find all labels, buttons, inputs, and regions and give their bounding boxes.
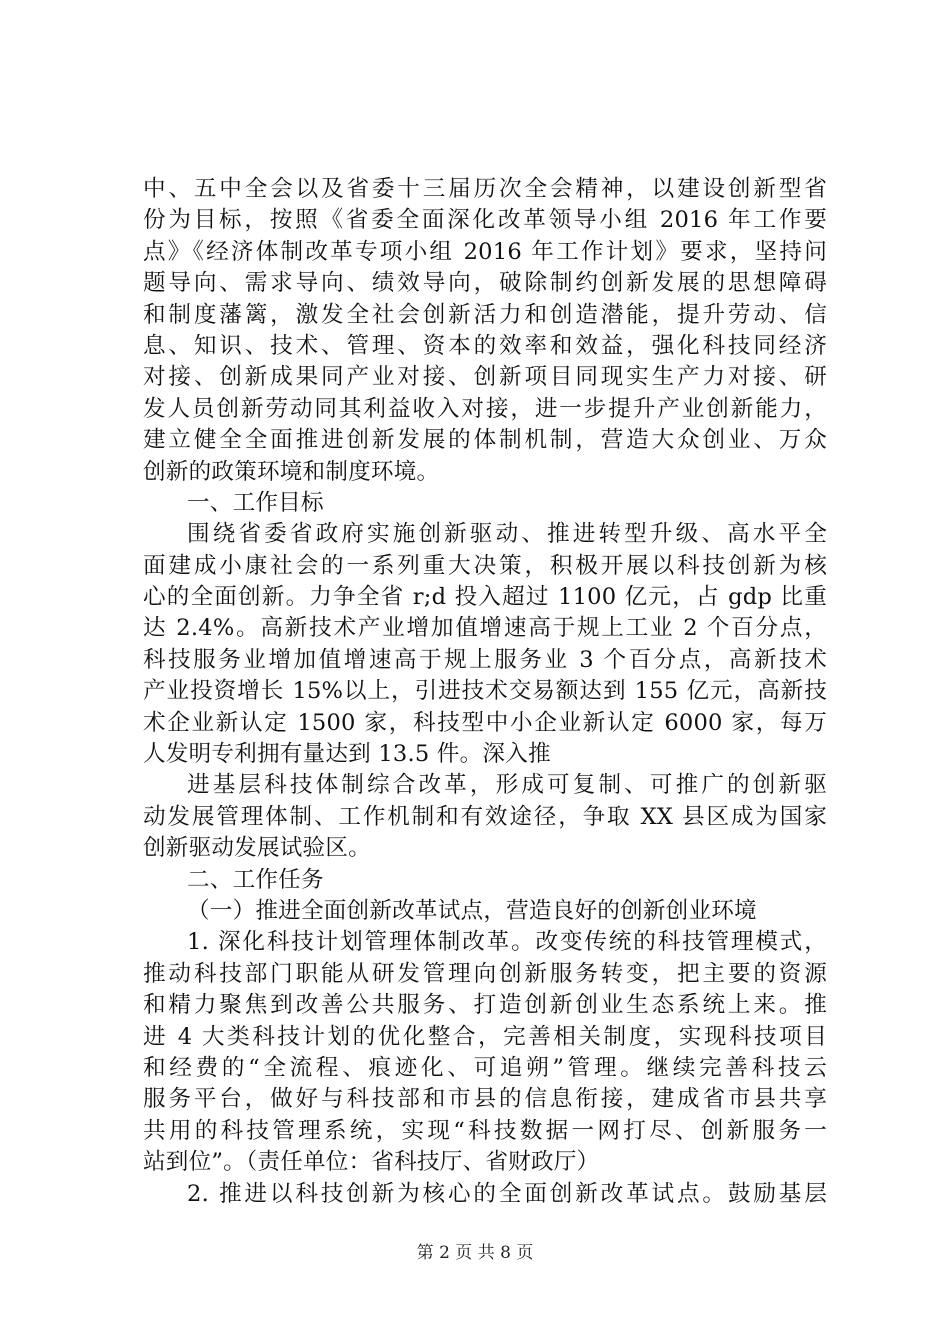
text-line: 进 4 大类科技计划的优化整合，完善相关制度，实现科技项目: [143, 1023, 827, 1050]
text-line: 建立健全全面推进创新发展的体制机制，营造大众创业、万众: [143, 427, 827, 454]
section-heading: 一、工作目标: [187, 489, 324, 516]
text-line: 科技服务业增加值增速高于规上服务业 3 个百分点，高新技术: [143, 646, 827, 673]
document-body: [143, 174, 827, 1210]
text-line: 创新的政策环境和制度环境。: [143, 458, 440, 485]
subsection-heading: （一）推进全面创新改革试点，营造良好的创新创业环境: [187, 897, 757, 924]
text-line: 服务平台，做好与科技部和市县的信息衔接，建成省市县共享: [143, 1086, 827, 1113]
text-line: 面建成小康社会的一系列重大决策，积极开展以科技创新为核: [143, 552, 827, 579]
text-line: 点》《经济体制改革专项小组 2016 年工作计划》要求，坚持问: [143, 238, 827, 265]
text-line: 和制度藩篱，激发全社会创新活力和创造潜能，提升劳动、信: [143, 301, 827, 328]
text-line: 1. 深化科技计划管理体制改革。改变传统的科技管理模式，: [187, 929, 827, 956]
text-line: 共用的科技管理系统，实现“科技数据一网打尽、创新服务一: [143, 1117, 827, 1144]
text-line: 份为目标，按照《省委全面深化改革领导小组 2016 年工作要: [143, 207, 827, 234]
text-line: 创新驱动发展试验区。: [143, 835, 371, 862]
text-line: 动发展管理体制、工作机制和有效途径，争取 XX 县区成为国家: [143, 803, 827, 830]
text-line: 2. 推进以科技创新为核心的全面创新改革试点。鼓励基层: [187, 1180, 827, 1207]
text-line: 和精力聚焦到改善公共服务、打造创新创业生态系统上来。推: [143, 992, 827, 1019]
text-line: 围绕省委省政府实施创新驱动、推进转型升级、高水平全: [187, 521, 827, 548]
section-heading: 二、工作任务: [187, 866, 324, 893]
text-line: 对接、创新成果同产业对接、创新项目同现实生产力对接、研: [143, 364, 827, 391]
page-number-footer: 第 2 页 共 8 页: [416, 1243, 534, 1263]
text-line: 题导向、需求导向、绩效导向，破除制约创新发展的思想障碍: [143, 270, 827, 297]
text-line: 达 2.4%。高新技术产业增加值增速高于规上工业 2 个百分点，: [143, 615, 827, 642]
text-line: 术企业新认定 1500 家，科技型中小企业新认定 6000 家，每万: [143, 709, 827, 736]
text-line: 进基层科技体制综合改革，形成可复制、可推广的创新驱: [187, 772, 827, 799]
text-line: 站到位”。（责任单位：省科技厅、省财政厅）: [143, 1149, 600, 1176]
text-line: 人发明专利拥有量达到 13.5 件。深入推: [143, 741, 551, 768]
text-line: 中、五中全会以及省委十三届历次全会精神，以建设创新型省: [143, 176, 827, 202]
text-line: 推动科技部门职能从研发管理向创新服务转变，把主要的资源: [143, 960, 827, 987]
text-line: 心的全面创新。力争全省 r;d 投入超过 1100 亿元，占 gdp 比重: [143, 584, 827, 611]
text-line: 和经费的“全流程、痕迹化、可追朔”管理。继续完善科技云: [143, 1054, 827, 1081]
text-line: 息、知识、技术、管理、资本的效率和效益，强化科技同经济: [143, 332, 827, 359]
text-line: 发人员创新劳动同其利益收入对接，进一步提升产业创新能力，: [143, 395, 827, 422]
text-line: 产业投资增长 15%以上，引进技术交易额达到 155 亿元，高新技: [143, 678, 827, 705]
